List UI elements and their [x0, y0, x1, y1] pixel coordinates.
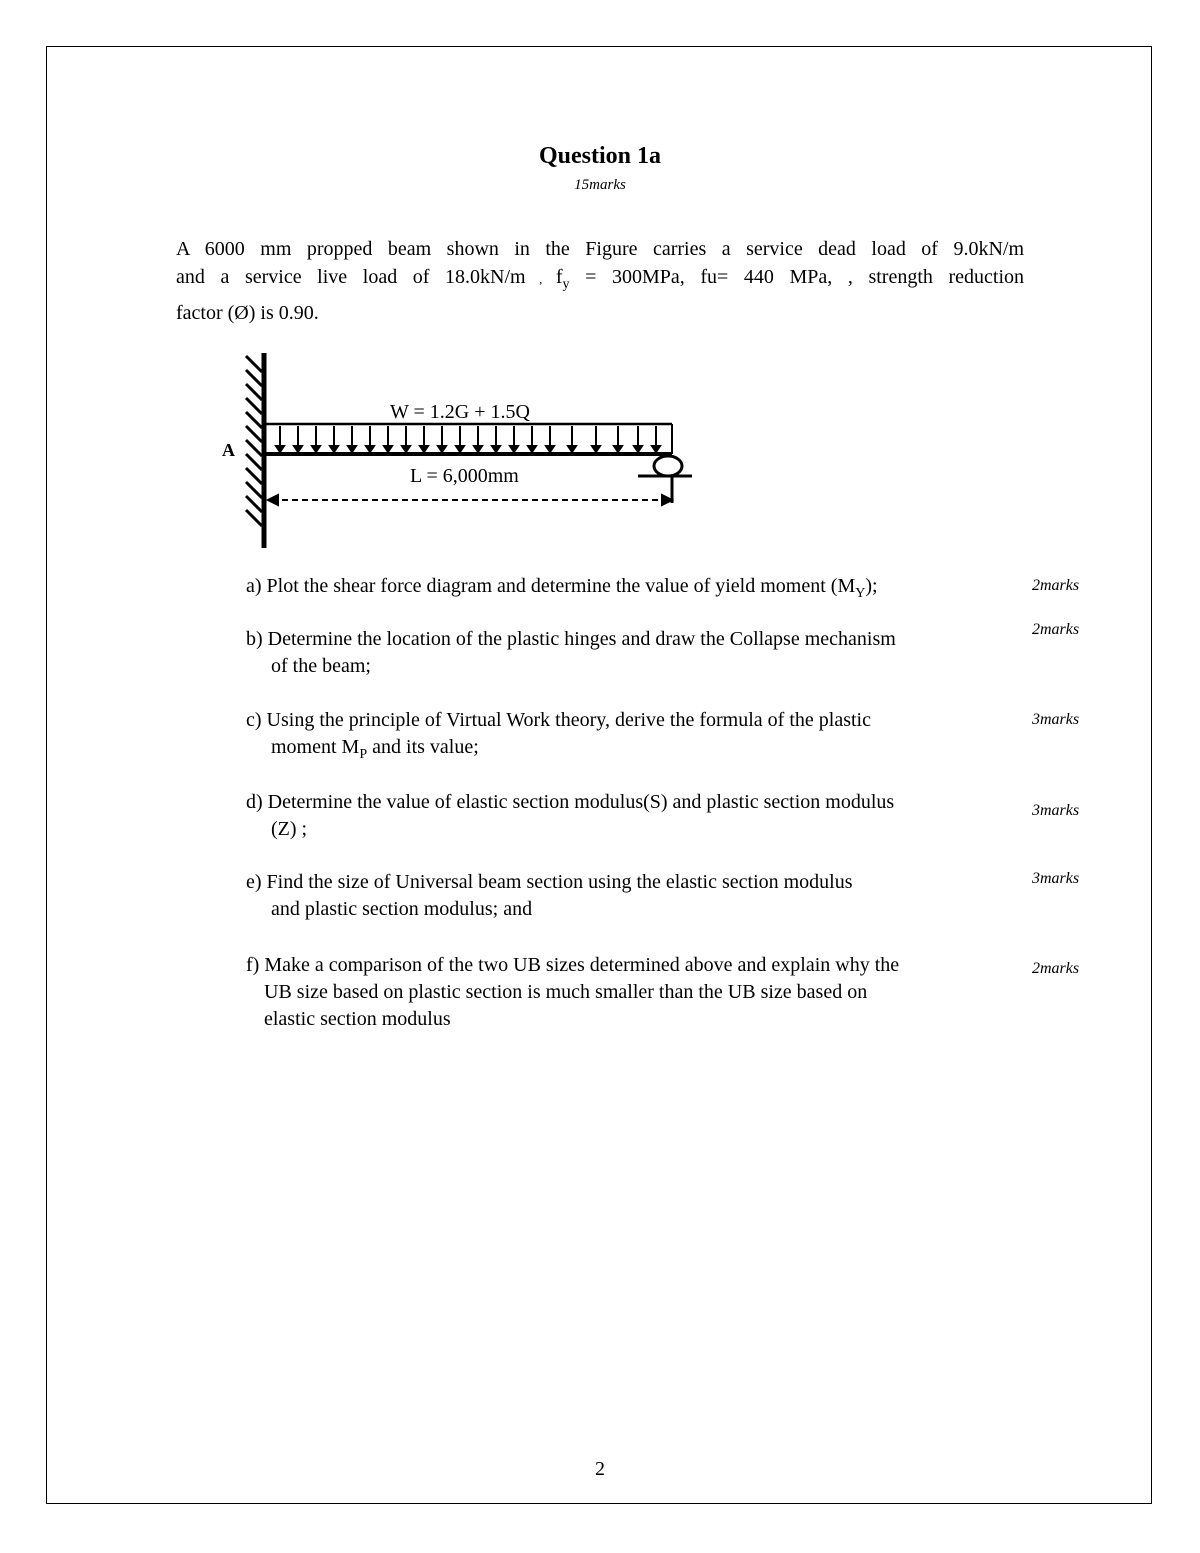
task-c-marks: 3marks	[1032, 711, 1080, 728]
intro-line-1: A 6000 mm propped beam shown in the Figure carries a service dead load of 9.0kN/m	[176, 238, 1024, 260]
support-label-a: A	[222, 440, 235, 460]
intro-line-3: factor (Ø) is 0.90.	[176, 302, 319, 324]
task-c-line-1: c) Using the principle of Virtual Work theory, derive the formula of the plastic	[246, 709, 871, 731]
propped-beam-figure	[210, 348, 710, 553]
task-f	[246, 952, 899, 1033]
task-a-subscript: Y	[855, 586, 866, 601]
task-a	[246, 573, 878, 607]
task-d-marks: 3marks	[1032, 802, 1080, 819]
length-label: L = 6,000mm	[410, 465, 519, 487]
task-f-line-3: elastic section modulus	[264, 1008, 451, 1030]
task-b	[246, 626, 896, 680]
task-b-marks: 2marks	[1032, 621, 1080, 638]
page-number: 2	[595, 1458, 605, 1480]
task-c-end: and its value;	[367, 736, 479, 758]
task-c-subscript: P	[359, 747, 368, 762]
intro-fy-subscript: y	[562, 277, 570, 292]
intro-separator: ,	[525, 272, 556, 286]
intro-live-load: and a service live load of 18.0kN/m	[176, 266, 526, 288]
task-e	[246, 869, 853, 923]
load-label: W = 1.2G + 1.5Q	[390, 401, 530, 423]
intro-line-2	[176, 263, 1024, 299]
task-d	[246, 789, 894, 843]
task-c	[246, 707, 871, 768]
intro-paragraph	[176, 235, 1024, 327]
task-f-marks: 2marks	[1032, 960, 1080, 977]
question-marks: 15marks	[574, 177, 626, 193]
intro-strength: = 300MPa, fu= 440 MPa, , strength reduction	[569, 266, 1025, 288]
task-f-line-2: UB size based on plastic section is much smaller than the UB size based on	[264, 981, 868, 1003]
task-e-marks: 3marks	[1032, 870, 1080, 887]
task-a-text: a) Plot the shear force diagram and determine the value of yield moment (M	[246, 575, 856, 597]
distributed-load-arrows	[276, 426, 660, 452]
task-f-line-1: f) Make a comparison of the two UB sizes determined above and explain why the	[246, 954, 900, 976]
intro-fy: f	[555, 266, 563, 288]
task-d-line-1: d) Determine the value of elastic section modulus(S) and plastic section modulus	[246, 791, 895, 813]
task-a-end: );	[865, 575, 878, 597]
task-e-line-1: e) Find the size of Universal beam section using the elastic section modulus	[246, 871, 853, 893]
dimension-line	[268, 495, 672, 505]
question-title: Question 1a	[538, 143, 661, 169]
task-a-marks: 2marks	[1032, 577, 1080, 594]
task-b-line-2: of the beam;	[271, 655, 371, 677]
wall-hatching	[246, 356, 262, 526]
task-e-line-2: and plastic section modulus; and	[271, 898, 533, 920]
task-b-line-1: b) Determine the location of the plastic hinges and draw the Collapse mechanism	[246, 628, 896, 650]
task-d-line-2: (Z) ;	[271, 818, 308, 840]
task-c-moment: moment M	[271, 736, 360, 758]
